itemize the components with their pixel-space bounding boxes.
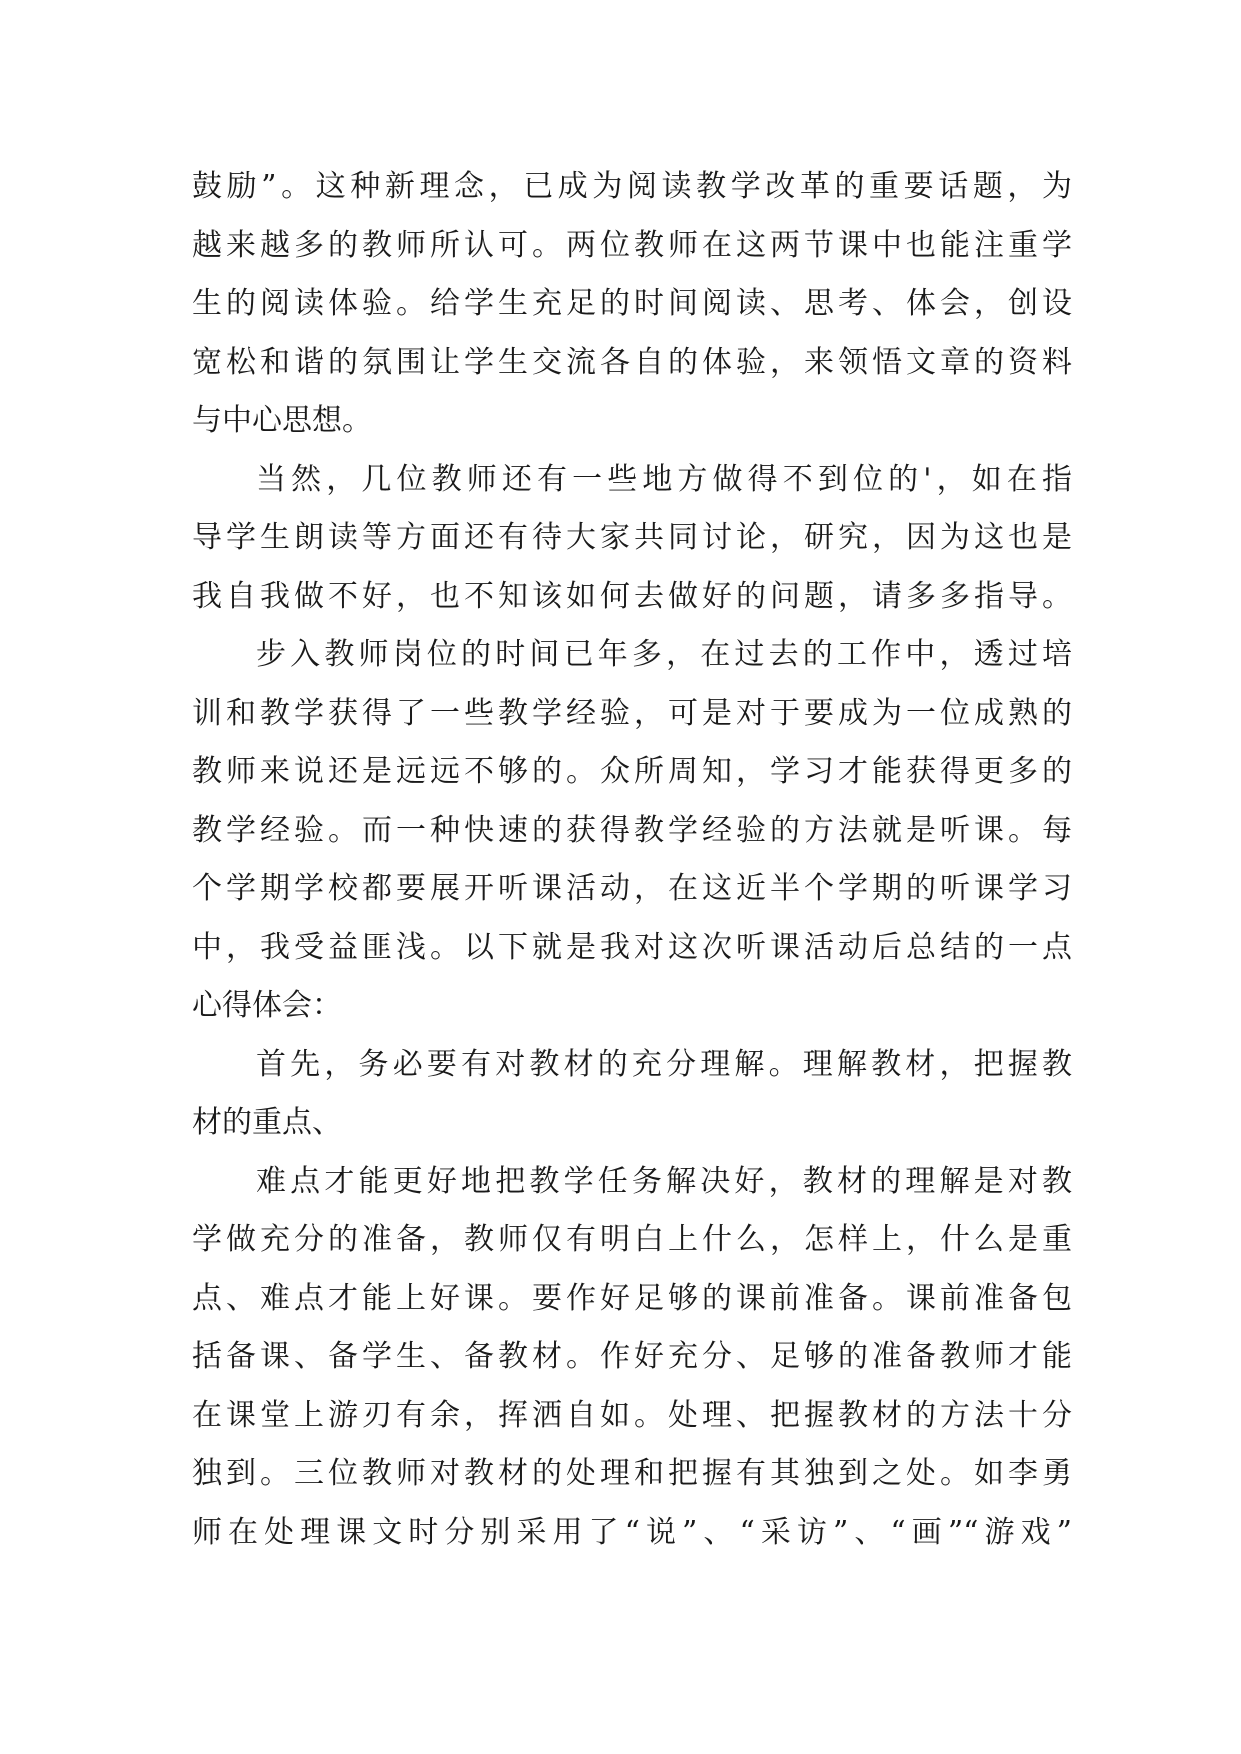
text-line: 在课堂上游刃有余，挥洒自如。处理、把握教材的方法十分 [192, 1397, 1072, 1433]
text-line: 导学生朗读等方面还有待大家共同讨论，研究，因为这也是 [192, 520, 1072, 555]
text-line: 我自我做不好，也不知该如何去做好的问题，请多多指导。 [192, 578, 1072, 614]
document-body [192, 158, 1072, 1562]
text-line: 教师来说还是远远不够的。众所周知，学习才能获得更多的 [192, 754, 1072, 789]
text-line: 鼓励”。这种新理念，已成为阅读教学改革的重要话题，为 [192, 169, 1072, 204]
text-line: 当然，几位教师还有一些地方做得不到位的'，如在指 [256, 461, 1072, 497]
text-line: 心得体会： [192, 988, 342, 1023]
text-line: 师在处理课文时分别采用了“说”、“采访”、“画”“游戏” [192, 1514, 1072, 1550]
text-line: 括备课、备学生、备教材。作好充分、足够的准备教师才能 [192, 1339, 1072, 1374]
text-line: 材的重点、 [192, 1105, 342, 1140]
text-line: 独到。三位教师对教材的处理和把握有其独到之处。如李勇 [192, 1456, 1072, 1491]
text-line: 学做充分的准备，教师仅有明白上什么，怎样上，什么是重 [192, 1222, 1072, 1257]
text-line: 与中心思想。 [192, 403, 372, 438]
text-line: 越来越多的教师所认可。两位教师在这两节课中也能注重学 [192, 227, 1072, 263]
text-line: 训和教学获得了一些教学经验，可是对于要成为一位成熟的 [192, 695, 1072, 731]
text-line: 宽松和谐的氛围让学生交流各自的体验，来领悟文章的资料 [192, 344, 1072, 380]
text-line: 首先，务必要有对教材的充分理解。理解教材，把握教 [256, 1046, 1072, 1082]
text-line: 中，我受益匪浅。以下就是我对这次听课活动后总结的一点 [192, 929, 1072, 965]
text-line: 步入教师岗位的时间已年多，在过去的工作中，透过培 [256, 637, 1072, 672]
text-line: 个学期学校都要展开听课活动，在这近半个学期的听课学习 [192, 871, 1072, 906]
text-line: 难点才能更好地把教学任务解决好，教材的理解是对教 [256, 1163, 1072, 1199]
text-line: 生的阅读体验。给学生充足的时间阅读、思考、体会，创设 [192, 286, 1072, 321]
text-line: 教学经验。而一种快速的获得教学经验的方法就是听课。每 [192, 812, 1072, 848]
text-line: 点、难点才能上好课。要作好足够的课前准备。课前准备包 [192, 1280, 1072, 1316]
